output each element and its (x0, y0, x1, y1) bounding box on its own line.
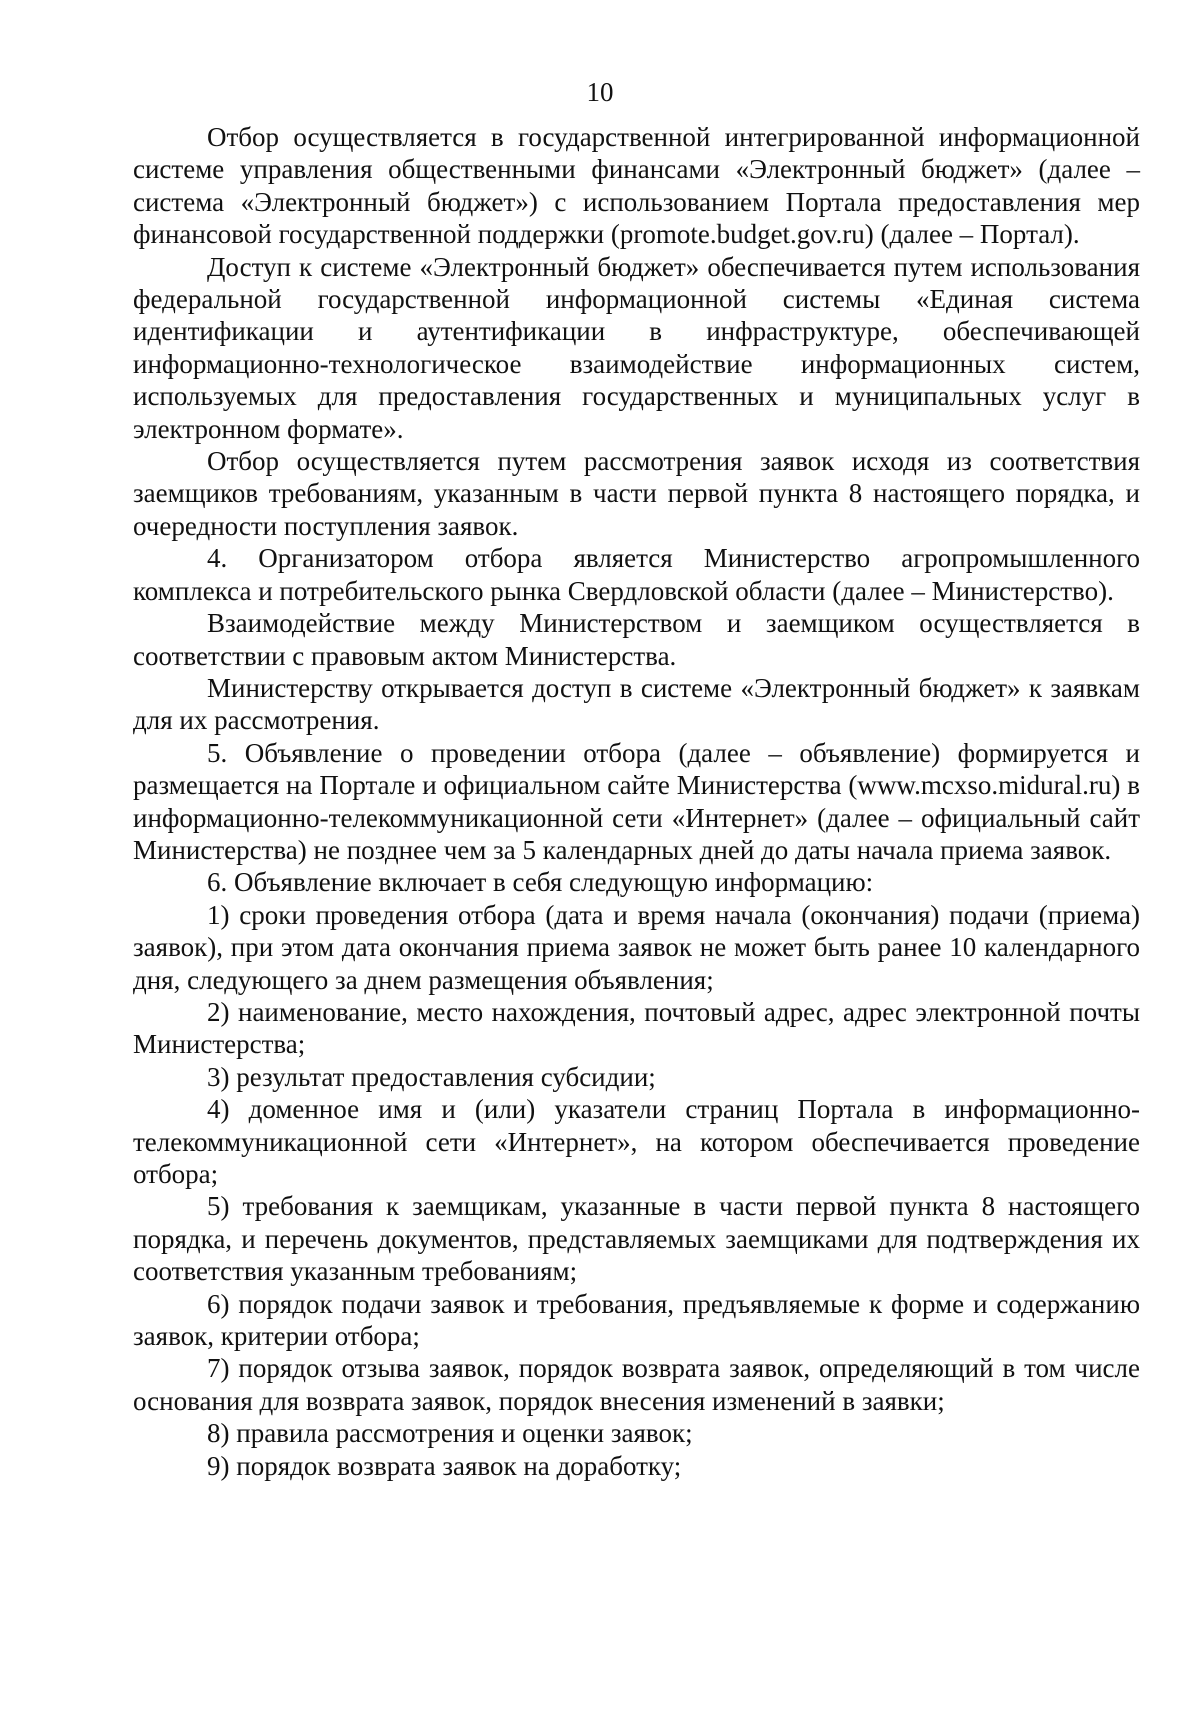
list-item: 7) порядок отзыва заявок, порядок возврата заявок, определяющий в том числе основания для возврата заявок, порядок внесения изменений в заявки; (133, 1353, 1140, 1416)
paragraph: 4. Организатором отбора является Министерство агропромышленного комплекса и потребительского рынка Свердловской области (далее – Министерство). (133, 543, 1140, 606)
paragraph: 6. Объявление включает в себя следующую информацию: (207, 867, 874, 898)
paragraph: Отбор осуществляется в государственной интегрированной информационной системе управления общественными финансами «Электронный бюджет» (далее – система «Электронный бюджет») с использованием Портала предоставления мер финансовой государственной поддержки (promote.budget.gov.ru) (далее – Портал). (133, 122, 1140, 250)
list-item: 1) сроки проведения отбора (дата и время начала (окончания) подачи (приема) заявок), при этом дата окончания приема заявок не может быть ранее 10 календарного дня, следующего за днем размещения объявления; (133, 899, 1140, 995)
list-item: 4) доменное имя и (или) указатели страниц Портала в информационно-телекоммуникационной сети «Интернет», на котором обеспечивается проведение отбора; (133, 1094, 1140, 1189)
paragraph: 5. Объявление о проведении отбора (далее – объявление) формируется и размещается на Портале и официальном сайте Министерства (www.mcxso.midural.ru) в информационно-телекоммуникационной сети «Интернет» (далее – официальный сайт Министерства) не позднее чем за 5 календарных дней до даты начала приема заявок. (133, 737, 1140, 865)
list-item: 6) порядок подачи заявок и требования, предъявляемые к форме и содержанию заявок, критерии отбора; (133, 1288, 1140, 1352)
paragraph: Доступ к системе «Электронный бюджет» обеспечивается путем использования федеральной государственной информационной системы «Единая система идентификации и аутентификации в инфраструктуре, обеспечивающей информационно-технологическое взаимодействие информационных систем, используемых для предоставления государственных и муниципальных услуг в электронном формате». (133, 251, 1140, 444)
paragraph: Министерству открывается доступ в системе «Электронный бюджет» к заявкам для их рассмотрения. (133, 672, 1140, 736)
list-item: 5) требования к заемщикам, указанные в части первой пункта 8 настоящего порядка, и перечень документов, представляемых заемщиками для подтверждения их соответствия указанным требованиям; (133, 1191, 1140, 1287)
document-body (133, 121, 1140, 1482)
list-item: 9) порядок возврата заявок на доработку; (207, 1450, 682, 1481)
list-item: 8) правила рассмотрения и оценки заявок; (207, 1418, 693, 1449)
page-number: 10 (586, 77, 614, 107)
list-item: 2) наименование, место нахождения, почтовый адрес, адрес электронной почты Министерства; (133, 996, 1140, 1060)
list-item: 3) результат предоставления субсидии; (207, 1061, 656, 1092)
paragraph: Взаимодействие между Министерством и заемщиком осуществляется в соответствии с правовым актом Министерства. (133, 608, 1140, 671)
paragraph: Отбор осуществляется путем рассмотрения заявок исходя из соответствия заемщиков требованиям, указанным в части первой пункта 8 настоящего порядка, и очередности поступления заявок. (133, 446, 1140, 541)
